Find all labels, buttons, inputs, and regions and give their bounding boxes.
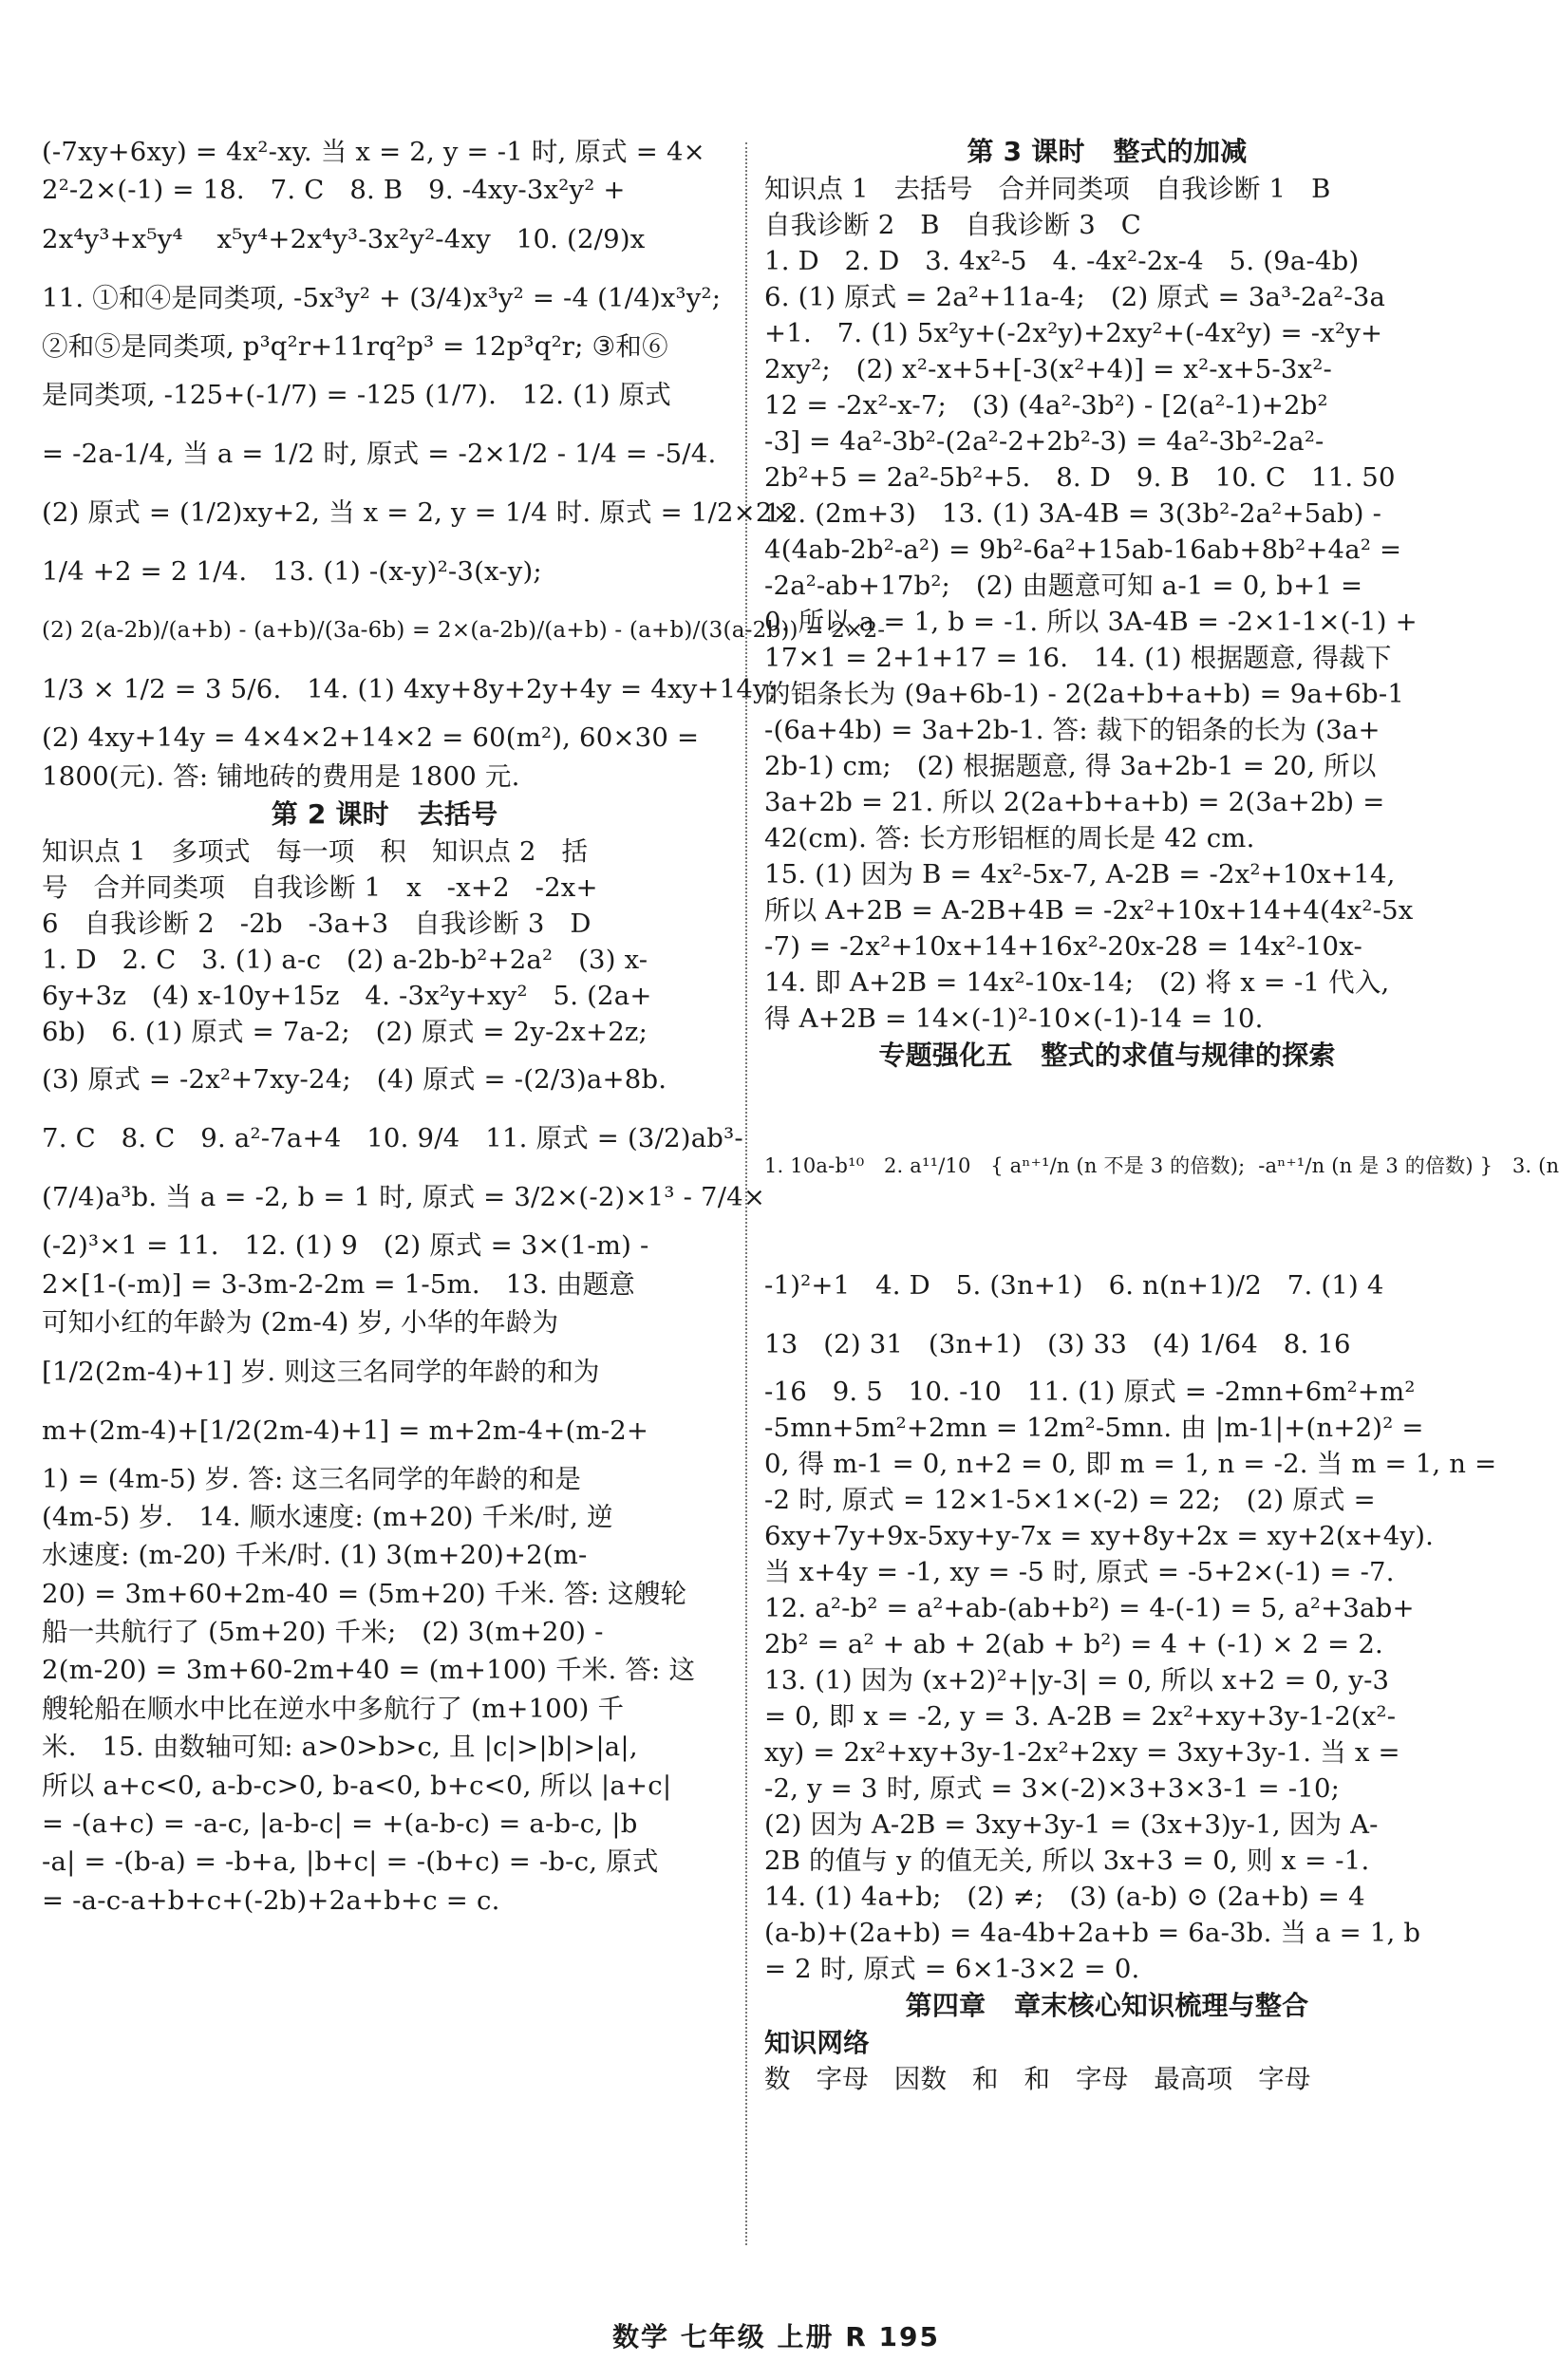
- text-line: 3a+2b = 21. 所以 2(2a+b+a+b) = 2(3a+2b) =: [764, 787, 1385, 818]
- text-line: -3] = 4a²-3b²-(2a²-2+2b²-3) = 4a²-3b²-2a²-: [764, 426, 1324, 458]
- text-line: 12. (2m+3) 13. (1) 3A-4B = 3(3b²-2a²+5ab) -: [764, 498, 1382, 530]
- text-line: 2x⁴y³+x⁵y⁴ x⁵y⁴+2x⁴y³-3x²y²-4xy 10. (2/9)x: [42, 223, 646, 254]
- text-line: 2×[1-(-m)] = 3-3m-2-2m = 1-5m. 13. 由题意: [42, 1268, 635, 1300]
- text-line: (2) 4xy+14y = 4×4×2+14×2 = 60(m²), 60×30 =: [42, 722, 700, 754]
- text-line: 12. a²-b² = a²+ab-(ab+b²) = 4-(-1) = 5, a²+3ab+: [764, 1592, 1415, 1623]
- text-line: 自我诊断 2 B 自我诊断 3 C: [764, 210, 1141, 241]
- text-line: = 0, 即 x = -2, y = 3. A-2B = 2x²+xy+3y-1-2(x²-: [764, 1700, 1397, 1732]
- text-line: 当 x+4y = -1, xy = -5 时, 原式 = -5+2×(-1) = -7.: [764, 1556, 1395, 1587]
- right-column: [764, 133, 1559, 2097]
- text-line: 0. 所以 a = 1, b = -1. 所以 3A-4B = -2×1-1×(-1) +: [764, 607, 1418, 638]
- text-line: (-2)³×1 = 11. 12. (1) 9 (2) 原式 = 3×(1-m) -: [42, 1230, 649, 1262]
- text-line: = -2a-1/4, 当 a = 1/2 时, 原式 = -2×1/2 - 1/4 = -5/4.: [42, 439, 717, 470]
- section-heading: 第 2 课时 去括号: [271, 797, 498, 830]
- section-heading: 第四章 章末核心知识梳理与整合: [905, 1989, 1309, 2021]
- text-line: -2a²-ab+17b²; (2) 由题意可知 a-1 = 0, b+1 =: [764, 571, 1363, 602]
- text-line: -a| = -(b-a) = -b+a, |b+c| = -(b+c) = -b-c, 原式: [42, 1846, 659, 1878]
- text-line: 所以 A+2B = A-2B+4B = -2x²+10x+14+4(4x²-5x: [764, 895, 1414, 927]
- text-line: 42(cm). 答: 长方形铝框的周长是 42 cm.: [764, 823, 1255, 854]
- text-line: 6 自我诊断 2 -2b -3a+3 自我诊断 3 D: [42, 909, 592, 940]
- text-line: -16 9. 5 10. -10 11. (1) 原式 = -2mn+6m²+m²: [764, 1376, 1416, 1407]
- text-line: +1. 7. (1) 5x²y+(-2x²y)+2xy²+(-4x²y) = -x²y+: [764, 318, 1383, 349]
- text-line: 的铝条长为 (9a+6b-1) - 2(2a+b+a+b) = 9a+6b-1: [764, 679, 1405, 710]
- text-line: 1. D 2. D 3. 4x²-5 4. -4x²-2x-4 5. (9a-4b): [764, 246, 1360, 277]
- text-line: 7. C 8. C 9. a²-7a+4 10. 9/4 11. 原式 = (3/2)ab³-: [42, 1123, 743, 1154]
- text-line: (2) 原式 = (1/2)xy+2, 当 x = 2, y = 1/4 时. 原式 = 1/2×2×: [42, 497, 795, 529]
- text-line: 6xy+7y+9x-5xy+y-7x = xy+8y+2x = xy+2(x+4y).: [764, 1520, 1435, 1551]
- text-line: -2 时, 原式 = 12×1-5×1×(-2) = 22; (2) 原式 =: [764, 1484, 1376, 1515]
- text-line: 可知小红的年龄为 (2m-4) 岁, 小华的年龄为: [42, 1307, 559, 1339]
- text-line: 13 (2) 31 (3n+1) (3) 33 (4) 1/64 8. 16: [764, 1328, 1351, 1359]
- text-line: -7) = -2x²+10x+14+16x²-20x-28 = 14x²-10x-: [764, 931, 1362, 963]
- text-line: (4m-5) 岁. 14. 顺水速度: (m+20) 千米/时, 逆: [42, 1501, 613, 1532]
- text-line: ②和⑤是同类项, p³q²r+11rq²p³ = 12p³q²r; ③和⑥: [42, 330, 668, 362]
- text-line: 知识点 1 多项式 每一项 积 知识点 2 括: [42, 836, 589, 868]
- text-line: 6y+3z (4) x-10y+15z 4. -3x²y+xy² 5. (2a+: [42, 981, 652, 1012]
- text-line: 船一共航行了 (5m+20) 千米; (2) 3(m+20) -: [42, 1617, 604, 1648]
- text-line: -5mn+5m²+2mn = 12m²-5mn. 由 |m-1|+(n+2)² =: [764, 1412, 1424, 1443]
- text-line: 所以 a+c<0, a-b-c>0, b-a<0, b+c<0, 所以 |a+c|: [42, 1770, 672, 1801]
- text-line: 知识网络: [764, 2028, 870, 2059]
- text-line: 号 合并同类项 自我诊断 1 x -x+2 -2x+: [42, 872, 598, 904]
- text-line: 15. (1) 因为 B = 4x²-5x-7, A-2B = -2x²+10x+14,: [764, 859, 1396, 890]
- text-line: 艘轮船在顺水中比在逆水中多航行了 (m+100) 千: [42, 1693, 625, 1724]
- text-line: 2b-1) cm; (2) 根据题意, 得 3a+2b-1 = 20, 所以: [764, 751, 1377, 782]
- text-line: 2(m-20) = 3m+60-2m+40 = (m+100) 千米. 答: 这: [42, 1655, 696, 1686]
- text-line: 2b²+5 = 2a²-5b²+5. 8. D 9. B 10. C 11. 50: [764, 462, 1396, 494]
- text-line: 1/3 × 1/2 = 3 5/6. 14. (1) 4xy+8y+2y+4y = 4xy+14y;: [42, 674, 778, 705]
- text-line: xy) = 2x²+xy+3y-1-2x²+2xy = 3xy+3y-1. 当 x =: [764, 1736, 1400, 1768]
- text-line: 水速度: (m-20) 千米/时. (1) 3(m+20)+2(m-: [42, 1540, 588, 1571]
- text-line: = -a-c-a+b+c+(-2b)+2a+b+c = c.: [42, 1884, 500, 1916]
- text-line: 0, 得 m-1 = 0, n+2 = 0, 即 m = 1, n = -2. 当 m = 1, n =: [764, 1448, 1497, 1479]
- text-line: m+(2m-4)+[1/2(2m-4)+1] = m+2m-4+(m-2+: [42, 1415, 649, 1446]
- text-line: 1800(元). 答: 铺地砖的费用是 1800 元.: [42, 760, 520, 792]
- text-line: (-7xy+6xy) = 4x²-xy. 当 x = 2, y = -1 时, 原式 = 4×: [42, 137, 705, 167]
- text-line: 得 A+2B = 14×(-1)²-10×(-1)-14 = 10.: [764, 1003, 1264, 1035]
- text-line: 是同类项, -125+(-1/7) = -125 (1/7). 12. (1) 原式: [42, 380, 672, 411]
- text-line: 12 = -2x²-x-7; (3) (4a²-3b²) - [2(a²-1)+2b²: [764, 390, 1328, 422]
- text-line: 13. (1) 因为 (x+2)²+|y-3| = 0, 所以 x+2 = 0, y-3: [764, 1664, 1390, 1696]
- text-line: 2²-2×(-1) = 18. 7. C 8. B 9. -4xy-3x²y² +: [42, 175, 626, 206]
- text-line: -1)²+1 4. D 5. (3n+1) 6. n(n+1)/2 7. (1) 4: [764, 1269, 1384, 1301]
- text-line: 14. 即 A+2B = 14x²-10x-14; (2) 将 x = -1 代入,: [764, 967, 1390, 999]
- text-line: -2, y = 3 时, 原式 = 3×(-2)×3+3×3-1 = -10;: [764, 1772, 1341, 1804]
- text-line: 1. D 2. C 3. (1) a-c (2) a-2b-b²+2a² (3) x-: [42, 945, 648, 976]
- text-line: 1) = (4m-5) 岁. 答: 这三名同学的年龄的和是: [42, 1463, 582, 1494]
- text-line: (3) 原式 = -2x²+7xy-24; (4) 原式 = -(2/3)a+8b.: [42, 1064, 667, 1096]
- text-line: = 2 时, 原式 = 6×1-3×2 = 0.: [764, 1953, 1140, 1984]
- text-line: 17×1 = 2+1+17 = 16. 14. (1) 根据题意, 得裁下: [764, 643, 1392, 674]
- section-heading: 专题强化五 整式的求值与规律的探索: [878, 1040, 1336, 1072]
- text-line: 6b) 6. (1) 原式 = 7a-2; (2) 原式 = 2y-2x+2z;: [42, 1017, 648, 1048]
- left-column: [42, 133, 886, 1920]
- section-heading: 第 3 课时 整式的加减: [967, 136, 1248, 167]
- text-line: 2xy²; (2) x²-x+5+[-3(x²+4)] = x²-x+5-3x²-: [764, 354, 1333, 385]
- text-line: 14. (1) 4a+b; (2) ≠; (3) (a-b) ⊙ (2a+b) = 4: [764, 1881, 1365, 1912]
- text-line: (2) 2(a-2b)/(a+b) - (a+b)/(3a-6b) = 2×(a-2b)/(a+b) - (a+b)/(3(a-2b)) = 2×2-: [42, 618, 886, 644]
- text-line: 6. (1) 原式 = 2a²+11a-4; (2) 原式 = 3a³-2a²-3a: [764, 282, 1386, 313]
- text-line: = -(a+c) = -a-c, |a-b-c| = +(a-b-c) = a-b-c, |b: [42, 1808, 638, 1840]
- text-line: 4(4ab-2b²-a²) = 9b²-6a²+15ab-16ab+8b²+4a² =: [764, 534, 1402, 566]
- text-line: 2b² = a² + ab + 2(ab + b²) = 4 + (-1) × 2 = 2.: [764, 1628, 1383, 1659]
- text-line: -(6a+4b) = 3a+2b-1. 答: 裁下的铝条的长为 (3a+: [764, 715, 1381, 746]
- text-line: 1. 10a-b¹⁰ 2. a¹¹/10 { aⁿ⁺¹/n (n 不是 3 的倍数); -aⁿ⁺¹/n (n 是 3 的倍数) } 3. (n: [764, 1153, 1559, 1177]
- text-line: 1/4 +2 = 2 1/4. 13. (1) -(x-y)²-3(x-y);: [42, 556, 542, 588]
- text-line: (2) 因为 A-2B = 3xy+3y-1 = (3x+3)y-1, 因为 A-: [764, 1808, 1379, 1840]
- page-footer: 数学 七年级 上册 R 195: [611, 2321, 940, 2352]
- text-line: 2B 的值与 y 的值无关, 所以 3x+3 = 0, 则 x = -1.: [764, 1845, 1370, 1876]
- text-line: [1/2(2m-4)+1] 岁. 则这三名同学的年龄的和为: [42, 1356, 600, 1387]
- text-line: 数 字母 因数 和 和 字母 最高项 字母: [764, 2064, 1311, 2095]
- text-line: 米. 15. 由数轴可知: a>0>b>c, 且 |c|>|b|>|a|,: [42, 1732, 638, 1763]
- text-line: 20) = 3m+60+2m-40 = (5m+20) 千米. 答: 这艘轮: [42, 1578, 687, 1609]
- text-line: (a-b)+(2a+b) = 4a-4b+2a+b = 6a-3b. 当 a = 1, b: [764, 1917, 1421, 1948]
- text-line: 知识点 1 去括号 合并同类项 自我诊断 1 B: [764, 174, 1331, 205]
- text-line: (7/4)a³b. 当 a = -2, b = 1 时, 原式 = 3/2×(-2)×1³ - 7/4×: [42, 1182, 766, 1213]
- text-line: 11. ①和④是同类项, -5x³y² + (3/4)x³y² = -4 (1/4)x³y²;: [42, 282, 722, 313]
